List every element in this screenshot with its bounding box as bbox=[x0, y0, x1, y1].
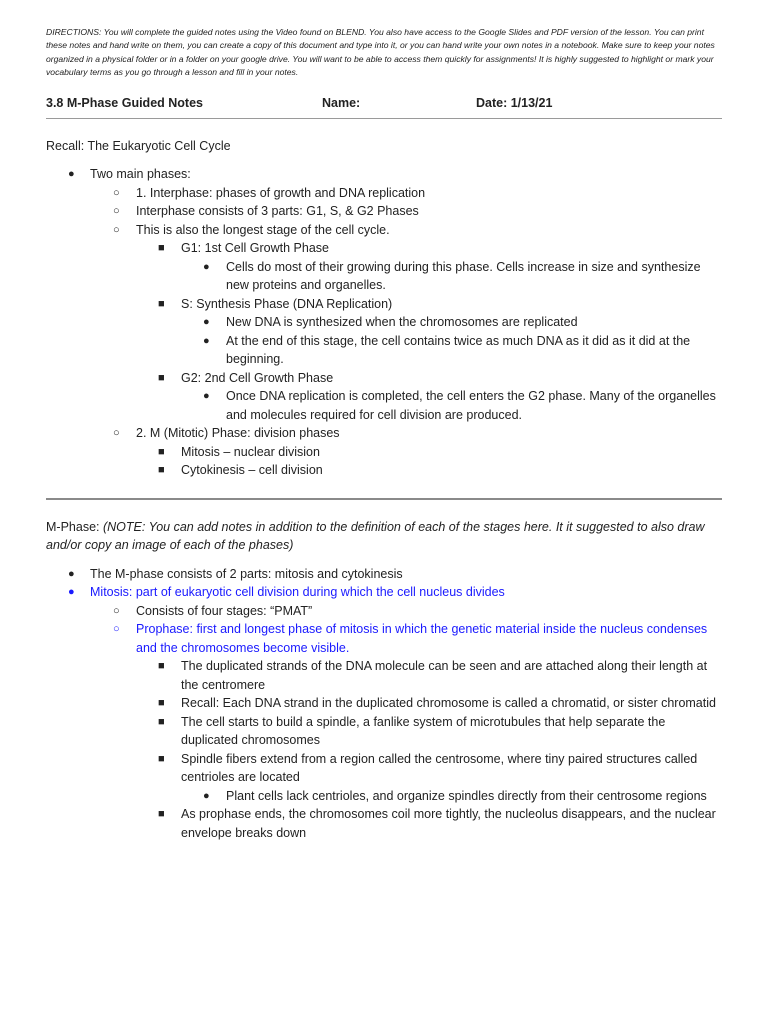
list-item bbox=[46, 694, 722, 713]
list-item bbox=[46, 461, 722, 480]
list-item-text: Consists of four stages: “PMAT” bbox=[136, 603, 313, 618]
bullet-icon: ■ bbox=[158, 752, 165, 765]
list-item bbox=[46, 620, 722, 657]
bullet-icon: ■ bbox=[158, 660, 165, 673]
list-item-text: The M-phase consists of 2 parts: mitosis and cytokinesis bbox=[90, 566, 403, 581]
list-item-text: Recall: Each DNA strand in the duplicated chromosome is called a chromatid, or sister chromatid bbox=[181, 696, 716, 711]
list-item-text: Prophase: first and longest phase of mitosis in which the genetic material inside the nucleus condenses and the chromosomes become visible. bbox=[136, 622, 708, 655]
list-item-text: The cell starts to build a spindle, a fanlike system of microtubules that help separate the duplicated chromosomes bbox=[181, 714, 666, 748]
list-item bbox=[46, 387, 722, 424]
document-header bbox=[46, 96, 722, 116]
list-item bbox=[46, 295, 722, 314]
list-item-text: Two main phases: bbox=[90, 167, 191, 182]
bullet-icon: ■ bbox=[158, 697, 165, 710]
name-label: Name: bbox=[322, 95, 361, 110]
list-item-text: Once DNA replication is completed, the cell enters the G2 phase. Many of the organelles and molecules required for cell division are produced. bbox=[226, 389, 716, 422]
bullet-icon: ● bbox=[203, 260, 210, 273]
list-item bbox=[46, 750, 722, 787]
bullet-icon: ■ bbox=[158, 297, 165, 310]
list-item bbox=[46, 313, 722, 332]
bullet-icon: ● bbox=[68, 168, 75, 181]
list-item-text: This is also the longest stage of the cell cycle. bbox=[136, 222, 390, 237]
list-item-text: Mitosis – nuclear division bbox=[181, 444, 320, 459]
list-item-text: Cytokinesis – cell division bbox=[181, 463, 323, 478]
header-divider bbox=[46, 118, 722, 119]
list-item bbox=[46, 602, 722, 621]
bullet-icon: ● bbox=[203, 789, 210, 802]
date-label: Date: 1/13/21 bbox=[476, 95, 553, 110]
list-item-text: 2. M (Mitotic) Phase: division phases bbox=[136, 426, 340, 441]
bullet-icon: ○ bbox=[113, 623, 120, 636]
bullet-icon: ● bbox=[68, 586, 75, 599]
section-recall-list bbox=[46, 165, 722, 480]
list-item bbox=[46, 239, 722, 258]
list-item-text: At the end of this stage, the cell contains twice as much DNA as it did as it did at the beginning. bbox=[226, 333, 691, 367]
list-item-text: New DNA is synthesized when the chromosomes are replicated bbox=[226, 315, 578, 330]
list-item-text: 1. Interphase: phases of growth and DNA replication bbox=[136, 185, 426, 200]
list-item bbox=[46, 258, 722, 295]
list-item bbox=[46, 805, 722, 842]
list-item-text: Interphase consists of 3 parts: G1, S, & G2 Phases bbox=[136, 204, 419, 219]
list-item-text: S: Synthesis Phase (DNA Replication) bbox=[181, 296, 393, 311]
bullet-icon: ■ bbox=[158, 242, 165, 255]
bullet-icon: ○ bbox=[113, 205, 120, 218]
bullet-icon: ○ bbox=[113, 604, 120, 617]
list-item bbox=[46, 424, 722, 443]
list-item bbox=[46, 713, 722, 750]
list-item bbox=[46, 565, 722, 584]
list-item-text: Mitosis: part of eukaryotic cell division during which the cell nucleus divides bbox=[90, 585, 505, 600]
list-item-text: Spindle fibers extend from a region called the centrosome, where tiny paired structures called centrioles are located bbox=[181, 751, 698, 785]
bullet-icon: ■ bbox=[158, 464, 165, 477]
list-item-text: G2: 2nd Cell Growth Phase bbox=[181, 370, 334, 385]
list-item-text: Cells do most of their growing during this phase. Cells increase in size and synthesize new proteins and organelles. bbox=[226, 259, 701, 293]
list-item bbox=[46, 657, 722, 694]
section-divider bbox=[46, 498, 722, 500]
list-item bbox=[46, 369, 722, 388]
list-item bbox=[46, 184, 722, 203]
page-title: 3.8 M-Phase Guided Notes bbox=[46, 95, 203, 110]
section-mphase-heading bbox=[46, 518, 722, 555]
bullet-icon: ● bbox=[203, 390, 210, 403]
list-item bbox=[46, 332, 722, 369]
list-item-text: As prophase ends, the chromosomes coil more tightly, the nucleolus disappears, and the nuclear envelope breaks down bbox=[181, 807, 716, 840]
bullet-icon: ● bbox=[68, 567, 75, 580]
list-item bbox=[46, 443, 722, 462]
bullet-icon: ○ bbox=[113, 186, 120, 199]
list-item-text: G1: 1st Cell Growth Phase bbox=[181, 241, 329, 256]
directions-text: DIRECTIONS: You will complete the guided notes using the Video found on BLEND. You also have access to the Google Slides and PDF version of the lesson. You can print these notes and hand write on them, you can create a copy of this document and type into it, or you can hand write your own notes in a notebook. Make sure to keep your notes organized in a physical folder or in a folder on your google drive. You will want to be able to access them quickly for assignments! It is highly suggested to highlight or mark your vocabulary terms as you go through a lesson and fill in your notes. bbox=[46, 27, 715, 78]
list-item bbox=[46, 221, 722, 240]
bullet-icon: ○ bbox=[113, 223, 120, 236]
bullet-icon: ● bbox=[203, 334, 210, 347]
list-item-text: Plant cells lack centrioles, and organize spindles directly from their centrosome regions bbox=[226, 788, 707, 803]
bullet-icon: ■ bbox=[158, 715, 165, 728]
bullet-icon: ■ bbox=[158, 445, 165, 458]
list-item bbox=[46, 202, 722, 221]
bullet-icon: ■ bbox=[158, 808, 165, 821]
section-recall-heading: Recall: The Eukaryotic Cell Cycle bbox=[46, 138, 231, 153]
bullet-icon: ○ bbox=[113, 427, 120, 440]
section-mphase-list bbox=[46, 565, 722, 843]
bullet-icon: ● bbox=[203, 316, 210, 329]
list-item-text: The duplicated strands of the DNA molecule can be seen and are attached along their length at the centromere bbox=[181, 659, 708, 692]
bullet-icon: ■ bbox=[158, 371, 165, 384]
list-item bbox=[46, 583, 722, 602]
mphase-heading-note: (NOTE: You can add notes in addition to the definition of each of the stages here. It it suggested to also draw and/or copy an image of each of the phases) bbox=[46, 519, 705, 553]
mphase-heading-label: M-Phase: bbox=[46, 519, 103, 534]
list-item bbox=[46, 165, 722, 184]
list-item bbox=[46, 787, 722, 806]
